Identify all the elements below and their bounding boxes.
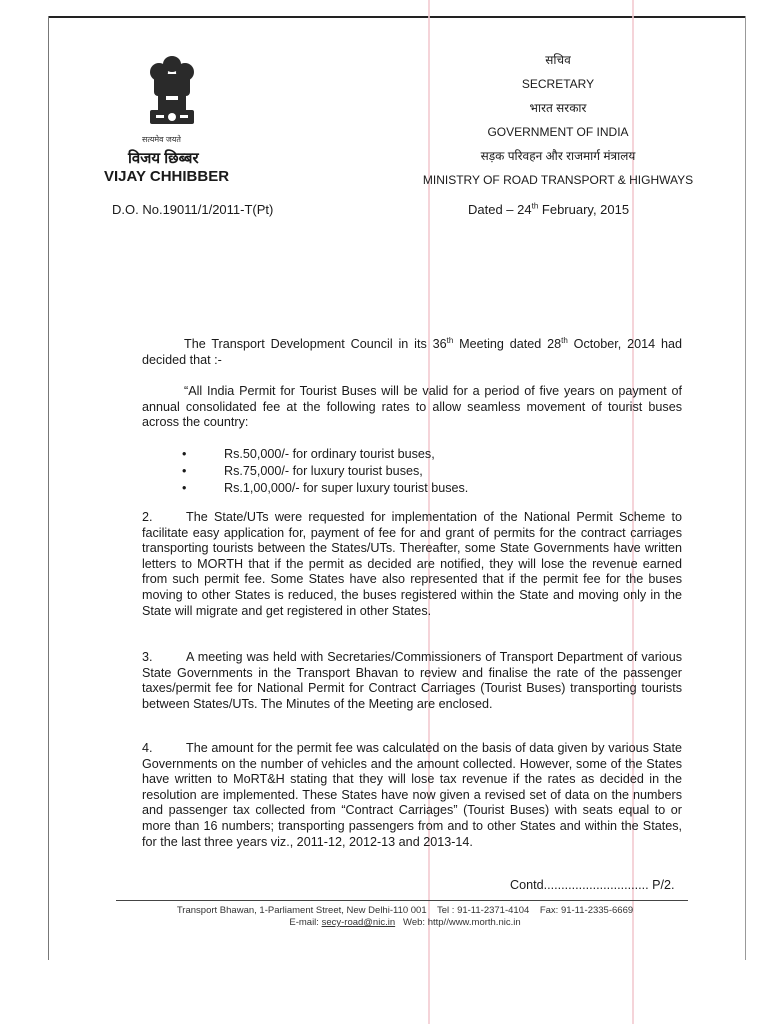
sender-name-hindi: विजय छिब्बर [128,150,199,167]
list-item: • Rs.75,000/- for luxury tourist buses, [182,463,468,480]
website-link[interactable]: http//www.morth.nic.in [427,917,521,928]
paragraph-2: 2. The State/UTs were requested for implementation of the National Permit Scheme to facilitate easy application for, payment of fee for and grant of permits for the contract carriages transporting tourists between the States/UTs. Thereafter, some State Governments have written letters to MORTH that if the permit as decided are notified, they will lose the revenue earned from such permit fee. Some States have also represented that if the permit fee for the buses moving to other States is reduced, the buses registered within the State and moving only in the State will migrate and get registered in other States. [142,510,682,618]
government: GOVERNMENT OF INDIA [487,125,629,139]
designation-hindi: सचिव [545,53,571,67]
footer: Transport Bhawan, 1-Parliament Street, New Delhi-110 001 Tel : 91-11-2371-4104 Fax: 91-11-2335-6669 E-mail: secy-road@nic.in Web: http//www.morth.nic.in [176,905,634,928]
ministry: MINISTRY OF ROAD TRANSPORT & HIGHWAYS [422,173,694,187]
quoted-decision: “All India Permit for Tourist Buses will be valid for a period of five years on payment of annual consolidated fee at the following rates to allow seamless movement of tourist buses across the country: [142,384,682,430]
paragraph-number: 2. [142,510,153,524]
list-item: • Rs.50,000/- for ordinary tourist buses, [182,446,468,463]
paragraph-1: The Transport Development Council in its 36th Meeting dated 28th October, 2014 had decided that :- [142,335,682,367]
continued-marker: Contd.............................. P/2. [510,878,675,892]
fee-rates-list [182,446,468,497]
page-border-right [745,16,746,960]
footer-tel: Tel : 91-11-2371-4104 [437,905,530,916]
paragraph-4: 4. The amount for the permit fee was calculated on the basis of data given by various State Governments on the number of vehicles and the amount collected. However, some of the States have written to MoRT&H stating that they will lose tax revenue if the rates as decided in the resolution are implemented. These States have now given a revised set of data on the numbers and passenger tax collected from “Contract Carriages” (Tourist Buses) with seats equal to or more than 16 numbers; transporting passengers from and to other States and within the States, for the last three years viz., 2011-12, 2012-13 and 2013-14. [142,741,682,849]
list-item: • Rs.1,00,000/- for super luxury tourist buses. [182,480,468,497]
designation: SECRETARY [521,77,595,91]
letter-date: Dated – 24th February, 2015 [468,201,630,217]
footer-fax: Fax: 91-11-2335-6669 [539,905,634,916]
footer-address: Transport Bhawan, 1-Parliament Street, New Delhi-110 001 [176,905,427,916]
government-hindi: भारत सरकार [529,101,587,115]
do-number: D.O. No.19011/1/2011-T(Pt) [112,202,274,217]
footer-divider [116,900,688,901]
ministry-hindi: सड़क परिवहन और राजमार्ग मंत्रालय [480,149,636,163]
paragraph-number: 4. [142,741,153,755]
national-emblem-icon [144,52,200,130]
paragraph-3: 3. A meeting was held with Secretaries/Commissioners of Transport Department of various State Governments in the Transport Bhavan to review and finalise the rate of the passenger taxes/permit fee for National Permit for Contract Carriages (Tourist Buses) transporting tourists between States/UTs. The Minutes of the Meeting are enclosed. [142,650,682,711]
designation-block [410,48,706,192]
page-border-left [48,16,49,960]
paragraph-number: 3. [142,650,153,664]
emblem-motto: सत्यमेव जयते [142,135,181,144]
sender-name: VIJAY CHHIBBER [104,168,230,185]
email-link[interactable]: secy-road@nic.in [321,917,396,928]
page-border-top [48,16,746,18]
